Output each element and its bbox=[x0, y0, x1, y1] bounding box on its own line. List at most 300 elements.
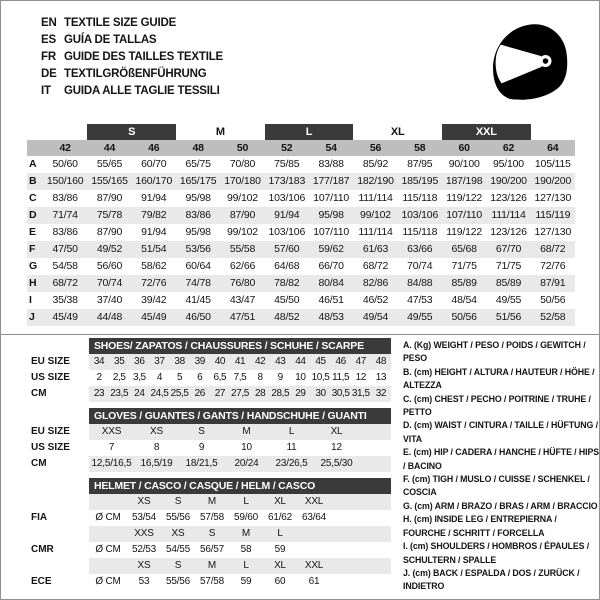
size-value-cell: 42 bbox=[254, 356, 266, 367]
language-row bbox=[41, 65, 223, 82]
measure-value-cell: 46/52 bbox=[362, 294, 389, 306]
helmet-title: HELMET / CASCO / CASQUE / HELM / CASCO bbox=[89, 478, 391, 494]
size-value-cell: 26 bbox=[194, 388, 205, 399]
legend-item: F. (cm) TIGH / MUSLO / CUISSE / SCHENKEL / COSCIA bbox=[403, 474, 590, 498]
shoes-row bbox=[31, 370, 391, 386]
measure-value-cell: 160/170 bbox=[135, 175, 173, 187]
legend-item: G. (cm) ARM / BRAZO / BRAS / ARM / BRACCIO bbox=[403, 500, 598, 511]
helmet-value-cell: 53 bbox=[138, 576, 150, 587]
size-header-cell: 62 bbox=[502, 142, 515, 154]
language-row bbox=[41, 48, 223, 65]
measure-value-cell: 90/100 bbox=[448, 158, 480, 170]
size-value-cell: 46 bbox=[335, 356, 346, 367]
size-value-cell: 43 bbox=[275, 356, 286, 367]
helmet-row-label bbox=[31, 494, 89, 510]
legend-item: I. (cm) SHOULDERS / HOMBROS / ÉPAULES / SCHULTERN / SPALLE bbox=[403, 541, 590, 565]
measure-value-cell: 65/68 bbox=[451, 243, 477, 255]
measure-value-cell: 103/106 bbox=[401, 209, 439, 221]
measure-value-cell: 115/119 bbox=[535, 209, 571, 221]
size-value-cell: 7,5 bbox=[233, 372, 247, 383]
size-group-xl: XL bbox=[390, 126, 405, 138]
size-value-cell: 12 bbox=[331, 442, 342, 453]
measure-value-cell: 65/75 bbox=[185, 158, 211, 170]
size-header-cell: 64 bbox=[547, 142, 559, 154]
size-value-cell: 37 bbox=[154, 356, 165, 367]
measure-row-b bbox=[27, 173, 575, 190]
measure-value-cell: 59/62 bbox=[318, 243, 344, 255]
measure-value-cell: 47/51 bbox=[229, 311, 256, 323]
helmet-value-cell: 58 bbox=[240, 544, 252, 555]
helmet-standard-values bbox=[89, 542, 391, 558]
measure-value-cell: 71/75 bbox=[495, 260, 522, 272]
measure-value-cell: 78/82 bbox=[274, 277, 300, 289]
size-value-cell: 27,5 bbox=[231, 388, 249, 399]
helmet-size-cell: M bbox=[241, 528, 251, 539]
size-value-cell: 11,5 bbox=[332, 372, 350, 383]
helmet-value-cell: 63/64 bbox=[301, 512, 327, 523]
measure-value-cell: 68/72 bbox=[540, 243, 566, 255]
unit-cell: Ø CM bbox=[95, 512, 121, 523]
gloves-row bbox=[31, 456, 391, 472]
measure-value-cell: 46/50 bbox=[185, 311, 211, 323]
measure-key: D bbox=[29, 209, 37, 221]
measure-value-cell: 50/60 bbox=[52, 158, 78, 170]
corner-cell bbox=[27, 140, 43, 156]
measure-value-cell: 95/98 bbox=[318, 209, 344, 221]
size-value-cell: XL bbox=[330, 426, 343, 437]
size-value-cell: 2 bbox=[96, 372, 102, 383]
language-code: FR bbox=[41, 50, 56, 63]
textile-size-table bbox=[27, 124, 575, 326]
measure-key: J bbox=[29, 311, 35, 323]
measure-row-g bbox=[27, 258, 575, 275]
measure-value-cell: 103/106 bbox=[268, 226, 306, 238]
measure-value-cell: 49/54 bbox=[362, 311, 389, 323]
helmet-value-cell: 59 bbox=[274, 544, 286, 555]
measure-value-cell: 46/51 bbox=[318, 294, 344, 306]
helmet-size-cell: L bbox=[277, 528, 283, 539]
size-header-cell: 50 bbox=[236, 142, 249, 154]
measure-value-cell: 60/64 bbox=[185, 260, 211, 272]
unit-spacer-cell bbox=[89, 494, 127, 510]
measure-value-cell: 48/54 bbox=[451, 294, 477, 306]
measure-value-cell: 91/94 bbox=[141, 192, 167, 204]
helmet-value-cell: 55/56 bbox=[165, 512, 191, 523]
measure-value-cell: 52/58 bbox=[540, 311, 566, 323]
guide-title: GUIDE DES TAILLES TEXTILE bbox=[64, 50, 223, 63]
language-row bbox=[41, 14, 223, 31]
shoes-size-table bbox=[31, 338, 391, 402]
helmet-size-cell: L bbox=[243, 496, 249, 507]
shoes-row bbox=[31, 354, 391, 370]
helmet-value-cell: 52/53 bbox=[131, 544, 157, 555]
measure-value-cell: 67/70 bbox=[495, 243, 522, 255]
legend-item: H. (cm) INSIDE LEG / ENTREPIERNA / FOURCHE / SCHRITT / FORCELLA bbox=[403, 514, 557, 538]
measure-value-cell: 75/85 bbox=[274, 158, 300, 170]
size-value-cell: 31,5 bbox=[351, 388, 370, 399]
size-value-cell: 24,5 bbox=[150, 388, 169, 399]
measure-value-cell: 71/74 bbox=[52, 209, 78, 221]
size-value-cell: 34 bbox=[93, 356, 105, 367]
measure-value-cell: 48/52 bbox=[274, 311, 300, 323]
measure-row-i bbox=[27, 292, 575, 309]
measure-value-cell: 63/66 bbox=[407, 243, 433, 255]
size-value-cell: 2,5 bbox=[112, 372, 126, 383]
measure-value-cell: 182/190 bbox=[357, 175, 394, 187]
size-header-cell: 42 bbox=[59, 142, 71, 154]
measure-value-cell: 72/76 bbox=[540, 260, 566, 272]
language-code: EN bbox=[41, 16, 57, 29]
measure-row-c bbox=[27, 190, 575, 207]
measure-key: A bbox=[29, 158, 37, 170]
helmet-size-cell: XXL bbox=[304, 560, 324, 571]
size-value-cell: 39 bbox=[194, 356, 205, 367]
measure-value-cell: 123/126 bbox=[490, 226, 527, 238]
size-value-cell: 8 bbox=[153, 442, 160, 453]
shoes-row-label: US SIZE bbox=[31, 372, 70, 383]
size-header-cell: 56 bbox=[369, 142, 382, 154]
size-value-cell: 44 bbox=[295, 356, 306, 367]
legend-item: J. (cm) BACK / ESPALDA / DOS / ZURÜCK / INDIETRO bbox=[403, 567, 580, 592]
helmet-standard-row-fia bbox=[31, 510, 391, 526]
measure-value-cell: 47/53 bbox=[407, 294, 433, 306]
measure-value-cell: 111/114 bbox=[491, 209, 526, 221]
size-value-cell: 11 bbox=[286, 442, 297, 453]
measure-value-cell: 71/75 bbox=[451, 260, 477, 272]
measure-value-cell: 87/91 bbox=[540, 277, 566, 289]
measure-value-cell: 115/118 bbox=[402, 192, 438, 204]
measure-value-cell: 87/90 bbox=[96, 192, 123, 204]
measure-value-cell: 185/195 bbox=[401, 175, 439, 187]
helmet-size-cell: S bbox=[174, 560, 182, 571]
language-row bbox=[41, 82, 223, 99]
measure-value-cell: 87/95 bbox=[407, 158, 433, 170]
size-group-m: M bbox=[215, 126, 225, 138]
size-value-cell: 25,5 bbox=[170, 388, 189, 399]
measure-value-cell: 95/98 bbox=[185, 226, 211, 238]
measure-value-cell: 165/175 bbox=[179, 175, 217, 187]
measure-value-cell: 107/110 bbox=[313, 226, 350, 238]
helmet-size-cell: M bbox=[207, 496, 217, 507]
measure-value-cell: 103/106 bbox=[268, 192, 306, 204]
helmet-value-cell: 60 bbox=[274, 576, 286, 587]
measure-value-cell: 64/68 bbox=[274, 260, 300, 272]
guide-title: TEXTILE SIZE GUIDE bbox=[64, 16, 177, 29]
measure-value-cell: 74/78 bbox=[185, 277, 211, 289]
helmet-standard-label: FIA bbox=[31, 512, 48, 523]
measure-value-cell: 49/52 bbox=[96, 243, 123, 255]
measure-value-cell: 53/56 bbox=[185, 243, 211, 255]
measure-value-cell: 79/82 bbox=[141, 209, 167, 221]
measure-value-cell: 49/55 bbox=[407, 311, 433, 323]
helmet-standard-values bbox=[89, 510, 391, 526]
gloves-row-values bbox=[89, 440, 391, 456]
size-value-cell: XS bbox=[150, 426, 163, 437]
helmet-sizes-row bbox=[31, 558, 391, 574]
legend-item: B. (cm) HEIGHT / ALTURA / HAUTEUR / HÖHE / ALTEZZA bbox=[403, 366, 595, 391]
helmet-sizes-row bbox=[31, 494, 391, 510]
size-value-cell: 10 bbox=[295, 372, 306, 383]
measure-value-cell: 47/50 bbox=[52, 243, 78, 255]
measure-value-cell: 66/70 bbox=[318, 260, 344, 272]
size-value-cell: 20/24 bbox=[234, 458, 259, 469]
size-value-cell: 23,5 bbox=[110, 388, 129, 399]
size-value-cell: 47 bbox=[355, 356, 366, 367]
legend-item: A. (Kg) WEIGHT / PESO / POIDS / GEWITCH / PESO bbox=[403, 340, 586, 364]
language-code: ES bbox=[41, 33, 56, 46]
measure-value-cell: 83/86 bbox=[185, 209, 211, 221]
guide-title: TEXTILGRÖßENFÜHRUNG bbox=[64, 67, 207, 80]
size-value-cell: 23/26,5 bbox=[275, 458, 308, 469]
language-row bbox=[41, 31, 223, 48]
size-value-cell: 29 bbox=[295, 388, 306, 399]
helmet-value-cell: 57/58 bbox=[199, 576, 225, 587]
measure-value-cell: 70/74 bbox=[407, 260, 433, 272]
helmet-standard-row-cmr bbox=[31, 542, 391, 558]
measure-value-cell: 49/55 bbox=[495, 294, 522, 306]
measure-value-cell: 43/47 bbox=[229, 294, 256, 306]
measure-value-cell: 91/94 bbox=[141, 226, 167, 238]
helmet-standard-label: CMR bbox=[31, 544, 54, 555]
measure-value-cell: 91/94 bbox=[274, 209, 300, 221]
size-value-cell: 8 bbox=[257, 372, 263, 383]
measure-key: G bbox=[29, 260, 37, 272]
measure-value-cell: 119/122 bbox=[446, 226, 483, 238]
size-group-xxl: XXL bbox=[442, 124, 531, 140]
gloves-row-label: CM bbox=[31, 458, 47, 469]
measure-value-cell: 80/84 bbox=[318, 277, 344, 289]
helmet-value-cell: 59 bbox=[240, 576, 252, 587]
measure-row-j bbox=[27, 309, 575, 326]
measure-value-cell: 83/86 bbox=[52, 192, 78, 204]
legend-item: C. (cm) CHEST / PECHO / POITRINE / TRUHE / PETTO bbox=[403, 393, 591, 418]
measure-value-cell: 41/45 bbox=[185, 294, 211, 306]
measure-row-a bbox=[27, 156, 575, 173]
measure-value-cell: 55/65 bbox=[96, 158, 123, 170]
section-divider bbox=[1, 334, 600, 335]
size-numbers-row bbox=[27, 140, 575, 156]
measure-value-cell: 70/74 bbox=[96, 277, 123, 289]
helmet-size-cell: S bbox=[208, 528, 216, 539]
helmet-size-cell: XS bbox=[137, 496, 151, 507]
size-header-cell: 58 bbox=[414, 142, 426, 154]
size-value-cell: 4 bbox=[156, 372, 163, 383]
measure-row-d bbox=[27, 207, 575, 224]
measure-value-cell: 85/89 bbox=[495, 277, 522, 289]
measure-value-cell: 190/200 bbox=[534, 175, 572, 187]
measure-key: I bbox=[29, 294, 32, 306]
measure-value-cell: 50/56 bbox=[540, 294, 566, 306]
helmet-sizes-values bbox=[89, 558, 391, 574]
unit-cell: Ø CM bbox=[95, 576, 121, 587]
measure-value-cell: 99/102 bbox=[360, 209, 391, 221]
helmet-value-cell: 61 bbox=[308, 576, 320, 587]
measure-key: H bbox=[29, 277, 37, 289]
size-value-cell: 35 bbox=[114, 356, 125, 367]
size-value-cell: 48 bbox=[375, 356, 387, 367]
measure-value-cell: 177/187 bbox=[312, 175, 350, 187]
guide-title: GUÍA DE TALLAS bbox=[64, 33, 157, 46]
size-value-cell: 18/21,5 bbox=[185, 458, 218, 469]
shoes-row-label: CM bbox=[31, 388, 47, 399]
size-value-cell: 28,5 bbox=[271, 388, 290, 399]
measure-value-cell: 56/60 bbox=[96, 260, 123, 272]
gloves-row-label: EU SIZE bbox=[31, 426, 70, 437]
size-value-cell: 3,5 bbox=[132, 372, 146, 383]
size-value-cell: 6 bbox=[197, 372, 203, 383]
measure-value-cell: 39/42 bbox=[141, 294, 167, 306]
size-value-cell: 32 bbox=[375, 388, 387, 399]
measure-value-cell: 127/130 bbox=[534, 192, 572, 204]
size-value-cell: 24 bbox=[134, 388, 145, 399]
unit-spacer-cell bbox=[89, 526, 127, 542]
helmet-standard-row-ece bbox=[31, 574, 391, 590]
legend-item: E. (cm) HIP / CADERA / HANCHE / HÜFTE / HIPS / BACINO bbox=[403, 447, 599, 471]
shoes-row-label: EU SIZE bbox=[31, 356, 70, 367]
helmet-row-label bbox=[31, 526, 89, 542]
size-value-cell: S bbox=[198, 426, 205, 437]
measure-value-cell: 58/62 bbox=[141, 260, 167, 272]
gloves-row-values bbox=[89, 456, 391, 472]
helmet-value-cell: 61/62 bbox=[267, 512, 293, 523]
measure-value-cell: 51/56 bbox=[495, 311, 522, 323]
measure-value-cell: 150/160 bbox=[46, 175, 84, 187]
measure-value-cell: 95/98 bbox=[185, 192, 211, 204]
size-value-cell: L bbox=[288, 426, 295, 437]
measure-value-cell: 95/100 bbox=[493, 158, 524, 170]
size-value-cell: 7 bbox=[108, 442, 115, 453]
unit-cell: Ø CM bbox=[95, 544, 121, 555]
shoes-row bbox=[31, 386, 391, 402]
measure-value-cell: 35/38 bbox=[52, 294, 78, 306]
helmet-size-cell: L bbox=[243, 560, 249, 571]
measure-value-cell: 83/86 bbox=[52, 226, 78, 238]
size-value-cell: 45 bbox=[315, 356, 326, 367]
helmet-row-label bbox=[31, 558, 89, 574]
measure-value-cell: 111/114 bbox=[358, 192, 393, 204]
size-value-cell: 28 bbox=[254, 388, 266, 399]
measure-value-cell: 170/180 bbox=[224, 175, 261, 187]
measure-value-cell: 173/183 bbox=[268, 175, 306, 187]
size-header-cell: 52 bbox=[281, 142, 293, 154]
size-header-cell: 46 bbox=[148, 142, 160, 154]
gloves-title: GLOVES / GUANTES / GANTS / HANDSCHUHE / GUANTI bbox=[89, 408, 391, 424]
size-value-cell: 9 bbox=[198, 442, 205, 453]
measure-value-cell: 99/102 bbox=[227, 192, 258, 204]
size-header-cell: 60 bbox=[458, 142, 470, 154]
measure-value-cell: 55/58 bbox=[229, 243, 256, 255]
helmet-size-cell: S bbox=[174, 496, 182, 507]
shoes-row-values bbox=[89, 370, 391, 386]
measure-value-cell: 85/89 bbox=[451, 277, 477, 289]
measure-value-cell: 75/78 bbox=[96, 209, 123, 221]
size-value-cell: XXS bbox=[101, 426, 122, 437]
measure-value-cell: 84/88 bbox=[407, 277, 433, 289]
measure-key: E bbox=[29, 226, 36, 238]
helmet-size-cell: M bbox=[207, 560, 217, 571]
helmet-size-cell: XS bbox=[171, 528, 185, 539]
measure-value-cell: 127/130 bbox=[534, 226, 572, 238]
size-value-cell: 10,5 bbox=[311, 372, 330, 383]
guide-title: GUIDA ALLE TAGLIE TESSILI bbox=[64, 84, 220, 97]
size-header-cell: 44 bbox=[103, 142, 116, 154]
measure-value-cell: 99/102 bbox=[227, 226, 258, 238]
measure-value-cell: 60/70 bbox=[141, 158, 167, 170]
size-header-cell: 54 bbox=[325, 142, 337, 154]
size-value-cell: 12,5/16,5 bbox=[91, 458, 132, 469]
legend-item: D. (cm) WAIST / CINTURA / TAILLE / HÜFTUNG / VITA bbox=[403, 420, 598, 444]
measure-value-cell: 51/54 bbox=[141, 243, 167, 255]
size-value-cell: 6,5 bbox=[213, 372, 227, 383]
measure-value-cell: 68/72 bbox=[52, 277, 78, 289]
helmet-size-cell: XXL bbox=[304, 496, 324, 507]
measure-value-cell: 87/90 bbox=[229, 209, 256, 221]
measure-value-cell: 87/90 bbox=[96, 226, 123, 238]
helmet-value-cell: 53/54 bbox=[131, 512, 157, 523]
size-value-cell: 40 bbox=[214, 356, 226, 367]
measure-value-cell: 54/58 bbox=[52, 260, 78, 272]
measure-value-cell: 85/92 bbox=[362, 158, 389, 170]
helmet-value-cell: 59/60 bbox=[233, 512, 259, 523]
size-value-cell: 23 bbox=[93, 388, 105, 399]
size-value-cell: 38 bbox=[174, 356, 185, 367]
measure-value-cell: 115/118 bbox=[402, 226, 438, 238]
measure-value-cell: 111/114 bbox=[358, 226, 393, 238]
size-value-cell: 27 bbox=[214, 388, 226, 399]
size-group-s: S bbox=[87, 124, 176, 140]
size-value-cell: 12 bbox=[355, 372, 366, 383]
helmet-value-cell: 57/58 bbox=[199, 512, 225, 523]
measure-key: B bbox=[29, 175, 37, 187]
size-value-cell: 30 bbox=[315, 388, 326, 399]
helmet-value-cell: 54/55 bbox=[165, 544, 191, 555]
gloves-row-label: US SIZE bbox=[31, 442, 70, 453]
size-value-cell: 36 bbox=[134, 356, 145, 367]
measure-value-cell: 61/63 bbox=[362, 243, 389, 255]
helmet-size-table bbox=[31, 478, 391, 590]
gloves-row bbox=[31, 440, 391, 456]
gloves-row bbox=[31, 424, 391, 440]
measure-value-cell: 83/88 bbox=[318, 158, 344, 170]
measure-value-cell: 45/49 bbox=[141, 311, 167, 323]
measure-row-e bbox=[27, 224, 575, 241]
size-value-cell: 13 bbox=[375, 372, 387, 383]
measure-value-cell: 190/200 bbox=[490, 175, 527, 187]
shoes-row-values bbox=[89, 386, 391, 402]
measure-key: F bbox=[29, 243, 36, 255]
size-value-cell: 30,5 bbox=[331, 388, 350, 399]
measure-value-cell: 62/66 bbox=[229, 260, 256, 272]
measure-value-cell: 119/122 bbox=[446, 192, 483, 204]
measure-value-cell: 68/72 bbox=[362, 260, 389, 272]
helmet-standard-label: ECE bbox=[31, 576, 52, 587]
helmet-value-cell: 55/56 bbox=[165, 576, 191, 587]
shoes-row-values bbox=[89, 354, 391, 370]
size-value-cell: 41 bbox=[234, 356, 246, 367]
language-code: IT bbox=[41, 84, 51, 97]
measure-value-cell: 57/60 bbox=[274, 243, 300, 255]
helmet-size-cell: XXS bbox=[134, 528, 154, 539]
helmet-sizes-row bbox=[31, 526, 391, 542]
size-value-cell: 16,5/19 bbox=[140, 458, 173, 469]
measure-value-cell: 105/115 bbox=[534, 158, 571, 170]
measure-value-cell: 76/80 bbox=[229, 277, 256, 289]
helmet-standard-values bbox=[89, 574, 391, 590]
measure-value-cell: 187/198 bbox=[445, 175, 483, 187]
gloves-row-values bbox=[89, 424, 391, 440]
measure-value-cell: 50/56 bbox=[451, 311, 477, 323]
size-group-l: L bbox=[265, 124, 354, 140]
